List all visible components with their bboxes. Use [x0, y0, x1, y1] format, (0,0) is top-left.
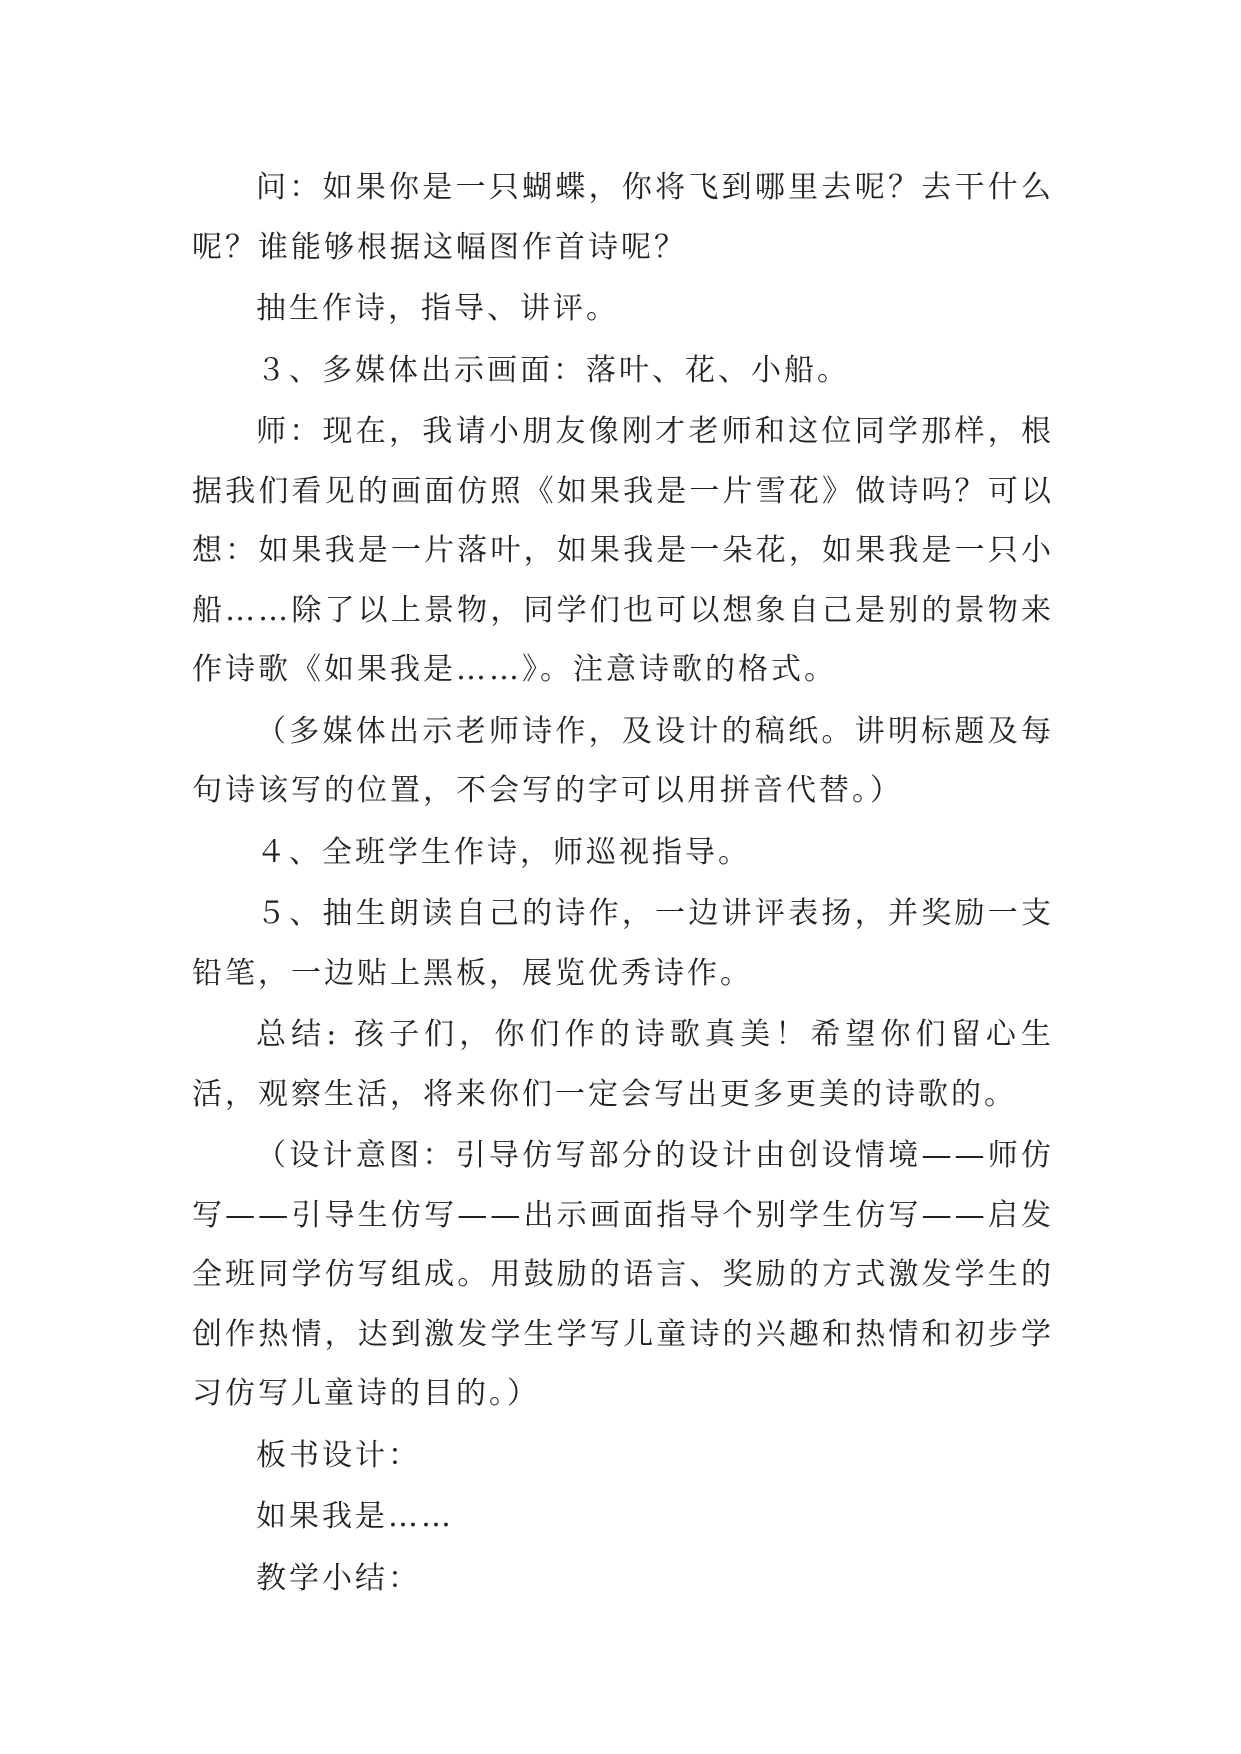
paragraph-summary: 总结: 孩子们，你们作的诗歌真美！希望你们留心生活，观察生活，将来你们一定会写出更多更美的诗歌的。 [192, 1017, 1054, 1112]
paragraph-step-3: ３、多媒体出示画面：落叶、花、小船。 [256, 352, 850, 388]
paragraph-step-5: ５、抽生朗读自己的诗作，一边讲评表扬，并奖励一支铅笔，一边贴上黑板，展览优秀诗作。 [192, 896, 1054, 991]
paragraph-teacher: 师：现在，我请小朋友像刚才老师和这位同学那样，根据我们看见的画面仿照《如果我是一片雪花》做诗吗？可以想：如果我是一片落叶，如果我是一朵花，如果我是一只小船……除了以上景物，同学们也可以想象自己是别的景物来作诗歌《如果我是……》。注意诗歌的格式。 [192, 414, 1054, 687]
paragraph-board-design: 板书设计： [256, 1437, 421, 1473]
paragraph-step-4: ４、全班学生作诗，师巡视指导。 [256, 834, 751, 870]
paragraph-teaching-summary: 教学小结： [256, 1560, 421, 1596]
paragraph-multimedia-note: （多媒体出示老师诗作，及设计的稿纸。讲明标题及每句诗该写的位置，不会写的字可以用拼音代替。） [192, 713, 1054, 808]
document-body [192, 158, 1054, 1610]
paragraph-board-title: 如果我是…… [256, 1499, 454, 1534]
paragraph-question: 问：如果你是一只蝴蝶，你将飞到哪里去呢？去干什么呢？谁能够根据这幅图作首诗呢？ [192, 170, 1054, 265]
paragraph-design-intent: （设计意图：引导仿写部分的设计由创设情境——师仿写——引导生仿写——出示画面指导个别学生仿写——启发全班同学仿写组成。用鼓励的语言、奖励的方式激发学生的创作热情，达到激发学生学写儿童诗的兴趣和热情和初步学习仿写儿童诗的目的。） [192, 1138, 1054, 1411]
paragraph-write-poem: 抽生作诗，指导、讲评。 [256, 291, 619, 326]
